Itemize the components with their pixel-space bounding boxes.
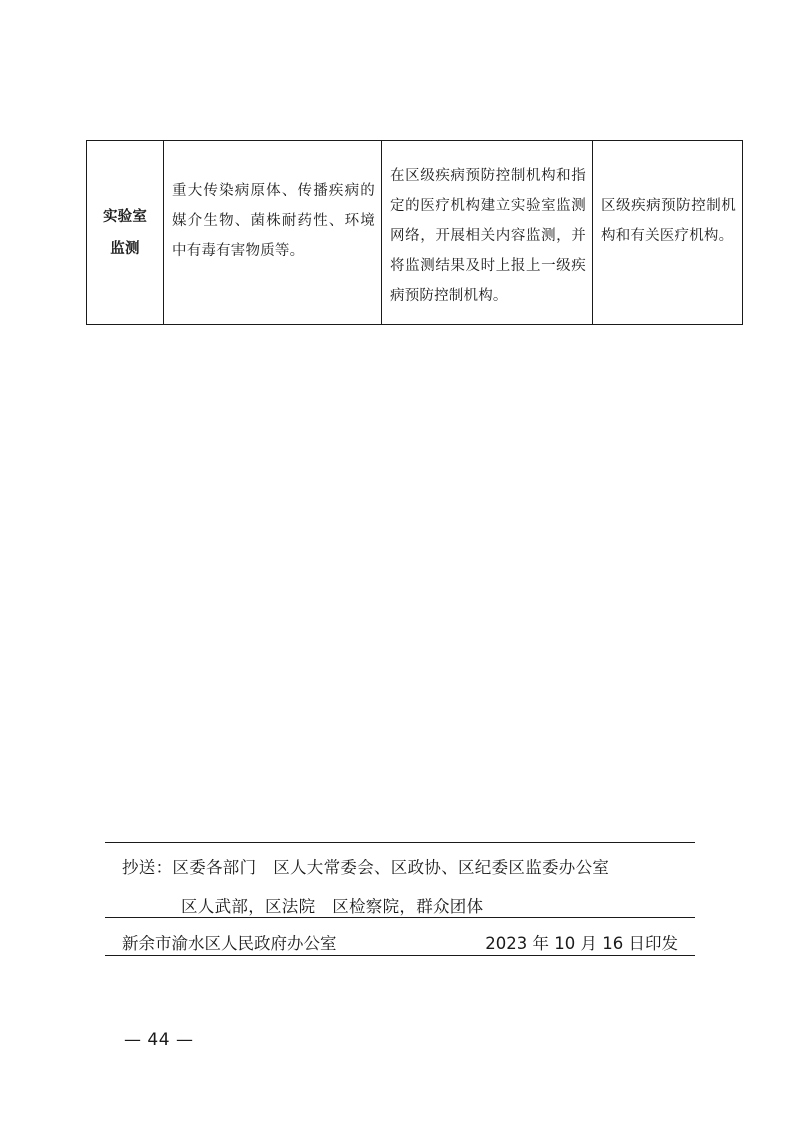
divider-bottom xyxy=(105,955,695,956)
content-cell xyxy=(164,141,382,325)
cc-line-2: 区人武部，区法院 区检察院，群众团体 xyxy=(181,897,484,916)
divider-middle xyxy=(105,917,695,918)
method-text: 在区级疾病预防控制机构和指定的医疗机构建立实验室监测网络，开展相关内容监测，并将监测结果及时上报上一级疾病预防控制机构。 xyxy=(390,167,586,304)
page-number: — 44 — xyxy=(124,1030,194,1050)
issue-date: 2023 年 10 月 16 日印发 xyxy=(485,934,678,953)
issuer: 新余市渝水区人民政府办公室 xyxy=(122,934,337,953)
responsible-text: 区级疾病预防控制机构和有关医疗机构。 xyxy=(601,197,736,244)
table-row xyxy=(87,141,743,325)
issue-line xyxy=(122,930,678,954)
cc-line-1: 抄送：区委各部门 区人大常委会、区政协、区纪委区监委办公室 xyxy=(122,858,610,877)
method-cell xyxy=(382,141,593,325)
category-cell xyxy=(87,141,164,325)
content-text: 重大传染病原体、传播疾病的媒介生物、菌株耐药性、环境中有毒有害物质等。 xyxy=(172,182,375,259)
category-line-2: 监测 xyxy=(110,240,140,257)
monitoring-table xyxy=(86,140,743,325)
category-line-1: 实验室 xyxy=(102,208,148,225)
divider-top xyxy=(105,842,695,843)
responsible-cell xyxy=(593,141,743,325)
